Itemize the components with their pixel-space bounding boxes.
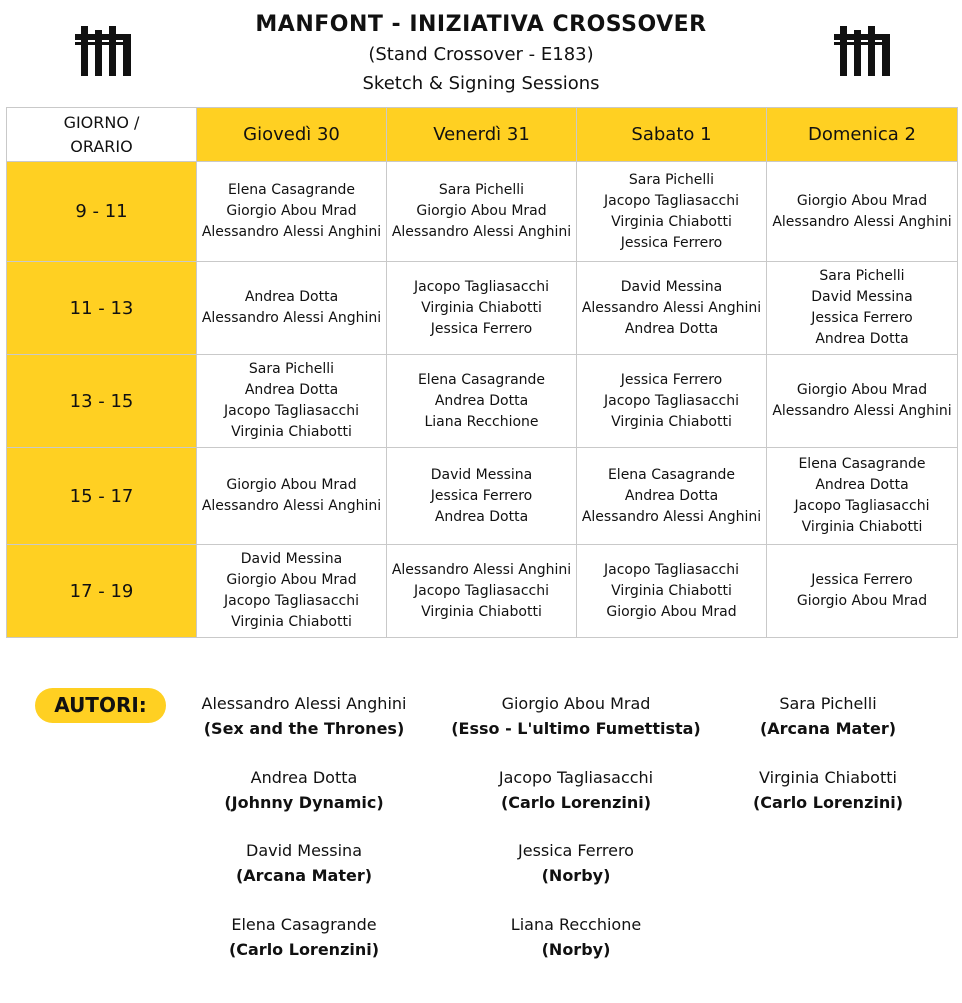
author-work: (Norby) [541,940,611,959]
author-name: Andrea Dotta [624,487,719,504]
author-work: (Norby) [541,866,611,885]
corner-label: ORARIO [70,136,133,156]
author-work: (Johnny Dynamic) [224,793,384,812]
author-name: Alessandro Alessi Anghini [201,224,382,240]
schedule-cell [197,448,387,545]
table-row [7,162,958,262]
author-name: Virginia Chiabotti [611,582,732,599]
corner-header [7,108,197,162]
table-row [7,355,958,448]
page-tagline: Sketch & Signing Sessions [362,73,600,94]
author-name: Alessandro Alessi Anghini [581,299,762,316]
author-name: Giorgio Abou Mrad [226,572,357,588]
author-name: Sara Pichelli [438,182,525,198]
time-slot: 13 - 15 [7,355,197,448]
author-name: Alessandro Alessi Anghini [201,310,382,326]
table-row [7,448,958,545]
author-entry [164,838,444,888]
author-name: David Messina [240,551,343,567]
author-name: David Messina [430,466,533,483]
author-name: Jacopo Tagliasacchi [414,582,549,599]
schedule-cell [387,448,577,545]
author-name: David Messina [620,278,723,295]
schedule-cell [577,262,767,355]
page-title: MANFONT - INIZIATIVA CROSSOVER [255,12,707,37]
author-name: Sara Pichelli [248,361,335,377]
author-name: Andrea Dotta [250,768,358,787]
author-work: (Carlo Lorenzini) [752,793,904,812]
author-name: Alessandro Alessi Anghini [772,403,952,419]
author-name: Sara Pichelli [628,171,715,188]
author-name: Virginia Chiabotti [759,768,897,787]
author-name: Jacopo Tagliasacchi [224,403,359,419]
schedule-cell [577,355,767,448]
author-entry [164,912,444,962]
schedule-cell [577,545,767,638]
corner-label: GIORNO / [63,112,140,132]
table-header-row [7,108,958,162]
author-name: Jessica Ferrero [811,572,913,588]
author-entry [436,838,716,888]
author-name: Andrea Dotta [244,289,339,305]
table-row [7,262,958,355]
author-name: Andrea Dotta [434,508,529,525]
author-name: Andrea Dotta [434,392,529,409]
author-name: Jacopo Tagliasacchi [604,561,739,578]
author-name: Alessandro Alessi Anghini [391,224,572,240]
author-name: Elena Casagrande [607,466,736,483]
schedule-cell [197,545,387,638]
author-name: Alessandro Alessi Anghini [201,498,382,514]
time-slot: 11 - 13 [7,262,197,355]
author-name: Virginia Chiabotti [801,519,923,535]
author-name: Elena Casagrande [417,371,546,388]
author-name: Virginia Chiabotti [611,213,732,230]
schedule-cell [577,162,767,262]
author-name: Virginia Chiabotti [231,614,352,630]
author-name: Sara Pichelli [779,694,877,713]
author-name: Jacopo Tagliasacchi [604,392,739,409]
author-entry [688,691,962,741]
author-name: Alessandro Alessi Anghini [391,561,572,578]
author-entry [436,912,716,962]
author-name: Giorgio Abou Mrad [501,694,651,713]
table-row [7,545,958,638]
author-name: Liana Recchione [424,413,539,430]
author-name: Elena Casagrande [798,456,926,472]
author-name: Jessica Ferrero [430,487,533,504]
author-name: Jessica Ferrero [518,841,634,860]
author-name: Jacopo Tagliasacchi [414,278,549,295]
author-name: Jacopo Tagliasacchi [224,593,359,609]
schedule-cell [197,162,387,262]
day-header: Domenica 2 [767,108,958,162]
schedule-cell [387,545,577,638]
schedule-cell [767,262,958,355]
schedule-cell [387,355,577,448]
author-name: Alessandro Alessi Anghini [581,508,762,525]
author-name: Andrea Dotta [624,320,719,337]
author-name: Giorgio Abou Mrad [226,477,357,493]
author-name: Andrea Dotta [244,382,339,398]
author-name: Giorgio Abou Mrad [226,203,357,219]
manfont-logo [75,26,131,76]
schedule-cell [197,355,387,448]
schedule-cell [387,262,577,355]
day-header: Sabato 1 [577,108,767,162]
author-name: Giorgio Abou Mrad [796,593,928,609]
author-name: Jessica Ferrero [620,234,723,251]
day-header: Venerdì 31 [387,108,577,162]
author-name: Virginia Chiabotti [421,603,542,620]
schedule-cell [387,162,577,262]
time-slot: 9 - 11 [7,162,197,262]
schedule-cell [767,162,958,262]
author-name: Jacopo Tagliasacchi [604,192,739,209]
author-name: Jessica Ferrero [430,320,533,337]
author-entry [688,765,962,815]
author-name: David Messina [811,289,913,305]
author-name: David Messina [246,841,362,860]
author-name: Virginia Chiabotti [231,424,352,440]
author-entry [164,765,444,815]
author-name: Alessandro Alessi Anghini [201,694,407,713]
page-header [200,8,762,98]
author-work: (Esso - L'ultimo Fumettista) [451,719,701,738]
schedule-table [6,107,958,638]
day-header: Giovedì 30 [197,108,387,162]
author-work: (Carlo Lorenzini) [500,793,652,812]
author-name: Giorgio Abou Mrad [606,603,737,620]
author-name: Alessandro Alessi Anghini [772,213,952,230]
author-entry [436,691,716,741]
authors-badge: AUTORI: [35,688,166,723]
author-work: (Sex and the Thrones) [203,719,405,738]
author-name: Jessica Ferrero [811,310,913,326]
author-name: Elena Casagrande [227,182,356,198]
author-entry [164,691,444,741]
author-work: (Arcana Mater) [235,866,373,885]
author-name: Giorgio Abou Mrad [416,203,547,219]
author-name: Virginia Chiabotti [611,413,732,430]
author-name: Jacopo Tagliasacchi [498,768,654,787]
schedule-cell [767,355,958,448]
author-work: (Carlo Lorenzini) [228,940,380,959]
author-name: Virginia Chiabotti [421,299,542,316]
author-name: Giorgio Abou Mrad [796,192,928,209]
author-entry [436,765,716,815]
manfont-logo [834,26,890,76]
time-slot: 17 - 19 [7,545,197,638]
author-name: Andrea Dotta [815,331,909,347]
author-name: Liana Recchione [510,915,642,934]
author-name: Elena Casagrande [231,915,377,934]
schedule-cell [577,448,767,545]
schedule-cell [767,545,958,638]
author-name: Giorgio Abou Mrad [796,382,928,398]
author-name: Andrea Dotta [815,477,909,493]
schedule-cell [197,262,387,355]
author-name: Jacopo Tagliasacchi [794,498,930,514]
schedule-cell [767,448,958,545]
author-name: Jessica Ferrero [620,371,723,388]
author-name: Sara Pichelli [819,268,905,284]
page-subtitle: (Stand Crossover - E183) [368,44,594,65]
author-work: (Arcana Mater) [759,719,897,738]
time-slot: 15 - 17 [7,448,197,545]
